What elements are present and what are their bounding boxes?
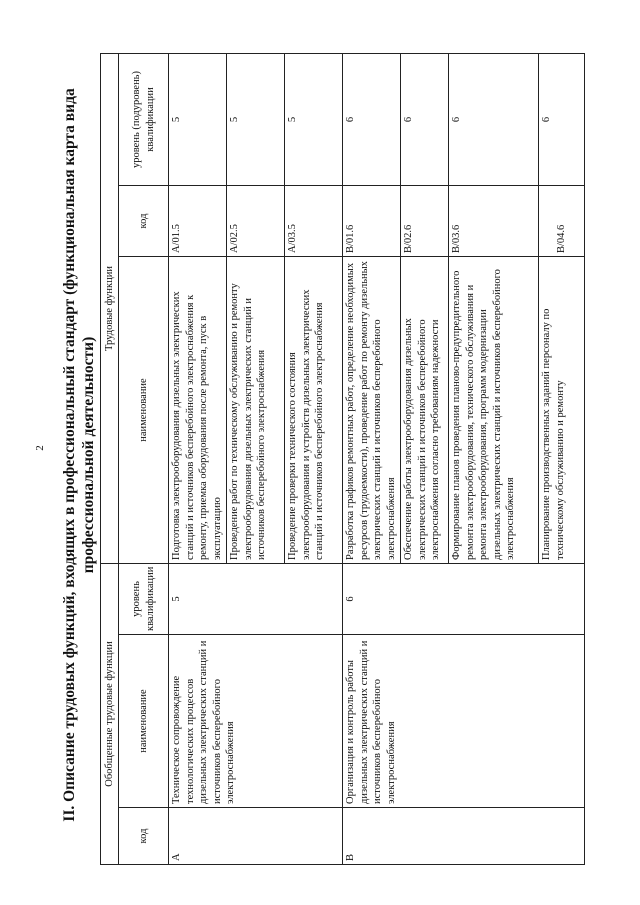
header-sublevel: уровень (подуровень) квалификации [119,53,169,185]
functions-table [100,53,585,865]
function-level: 6 [401,53,449,185]
function-level: 5 [227,53,285,185]
header-level: уровень квалификации [119,564,169,635]
group-code: A [169,808,343,865]
function-level: 5 [285,53,343,185]
header-function-name: наименование [119,257,169,564]
function-name: Обеспечение работы электрооборудования дизельных электрических станций и источников бесперебойного электроснабжения согласно требованиям надежности [401,257,449,564]
function-code: B/03.6 [449,186,539,257]
function-level: 6 [539,53,585,185]
header-labor: Трудовые функции [101,53,119,563]
group-code: B [343,808,585,865]
function-name: Планирование производственных заданий персоналу по техническому обслуживанию и ремонту [539,257,585,564]
group-level: 6 [343,564,585,635]
group-name: Техническое сопровождение технологических процессов дизельных электрических станций и источников бесперебойного электроснабжения [169,635,343,808]
function-code: B/04.6 [539,186,585,257]
group-name: Организация и контроль работы дизельных электрических станций и источников бесперебойного электроснабжения [343,635,585,808]
header-generalized: Обобщенные трудовые функции [101,564,119,865]
heading-line-1: II. Описание трудовых функций, входящих в профессиональный стандарт (функциональная карта вида [61,88,78,822]
function-level: 6 [343,53,401,185]
function-code: A/01.5 [169,186,227,257]
function-name: Подготовка электрооборудования дизельных электрических станций и источников бесперебойного электроснабжения к ремонту, приемка оборудования после ремонта, пуск в эксплуатацию [169,257,227,564]
function-name: Проведение работ по техническому обслуживанию и ремонту электрооборудования дизельных электрических станций и источников бесперебойного электроснабжения [227,257,285,564]
function-name: Разработка графиков ремонтных работ, определение необходимых ресурсов (трудоемкости), проведение работ по ремонту дизельных электрических станций и источников бесперебойного электроснабжения [343,257,401,564]
function-code: A/03.5 [285,186,343,257]
function-code: B/02.6 [401,186,449,257]
heading-line-2: профессиональной деятельности) [80,336,97,574]
function-level: 6 [449,53,539,185]
function-name: Проведение проверки технического состояния электрооборудования и устройств дизельных электрических станций и источников бесперебойного электроснабжения [285,257,343,564]
function-code: A/02.5 [227,186,285,257]
header-code: код [119,808,169,865]
function-code: B/01.6 [343,186,401,257]
header-function-code: код [119,186,169,257]
function-name: Формирование планов проведения планово-предупредительного ремонта электрооборудования, технического обслуживания и ремонта электрооборудования, программ модернизации дизельных электрических станций и источников бесперебойного электроснабжения [449,257,539,564]
header-name: наименование [119,635,169,808]
section-heading [60,85,98,825]
page-number: 2 [34,445,46,451]
group-level: 5 [169,564,343,635]
function-level: 5 [169,53,227,185]
